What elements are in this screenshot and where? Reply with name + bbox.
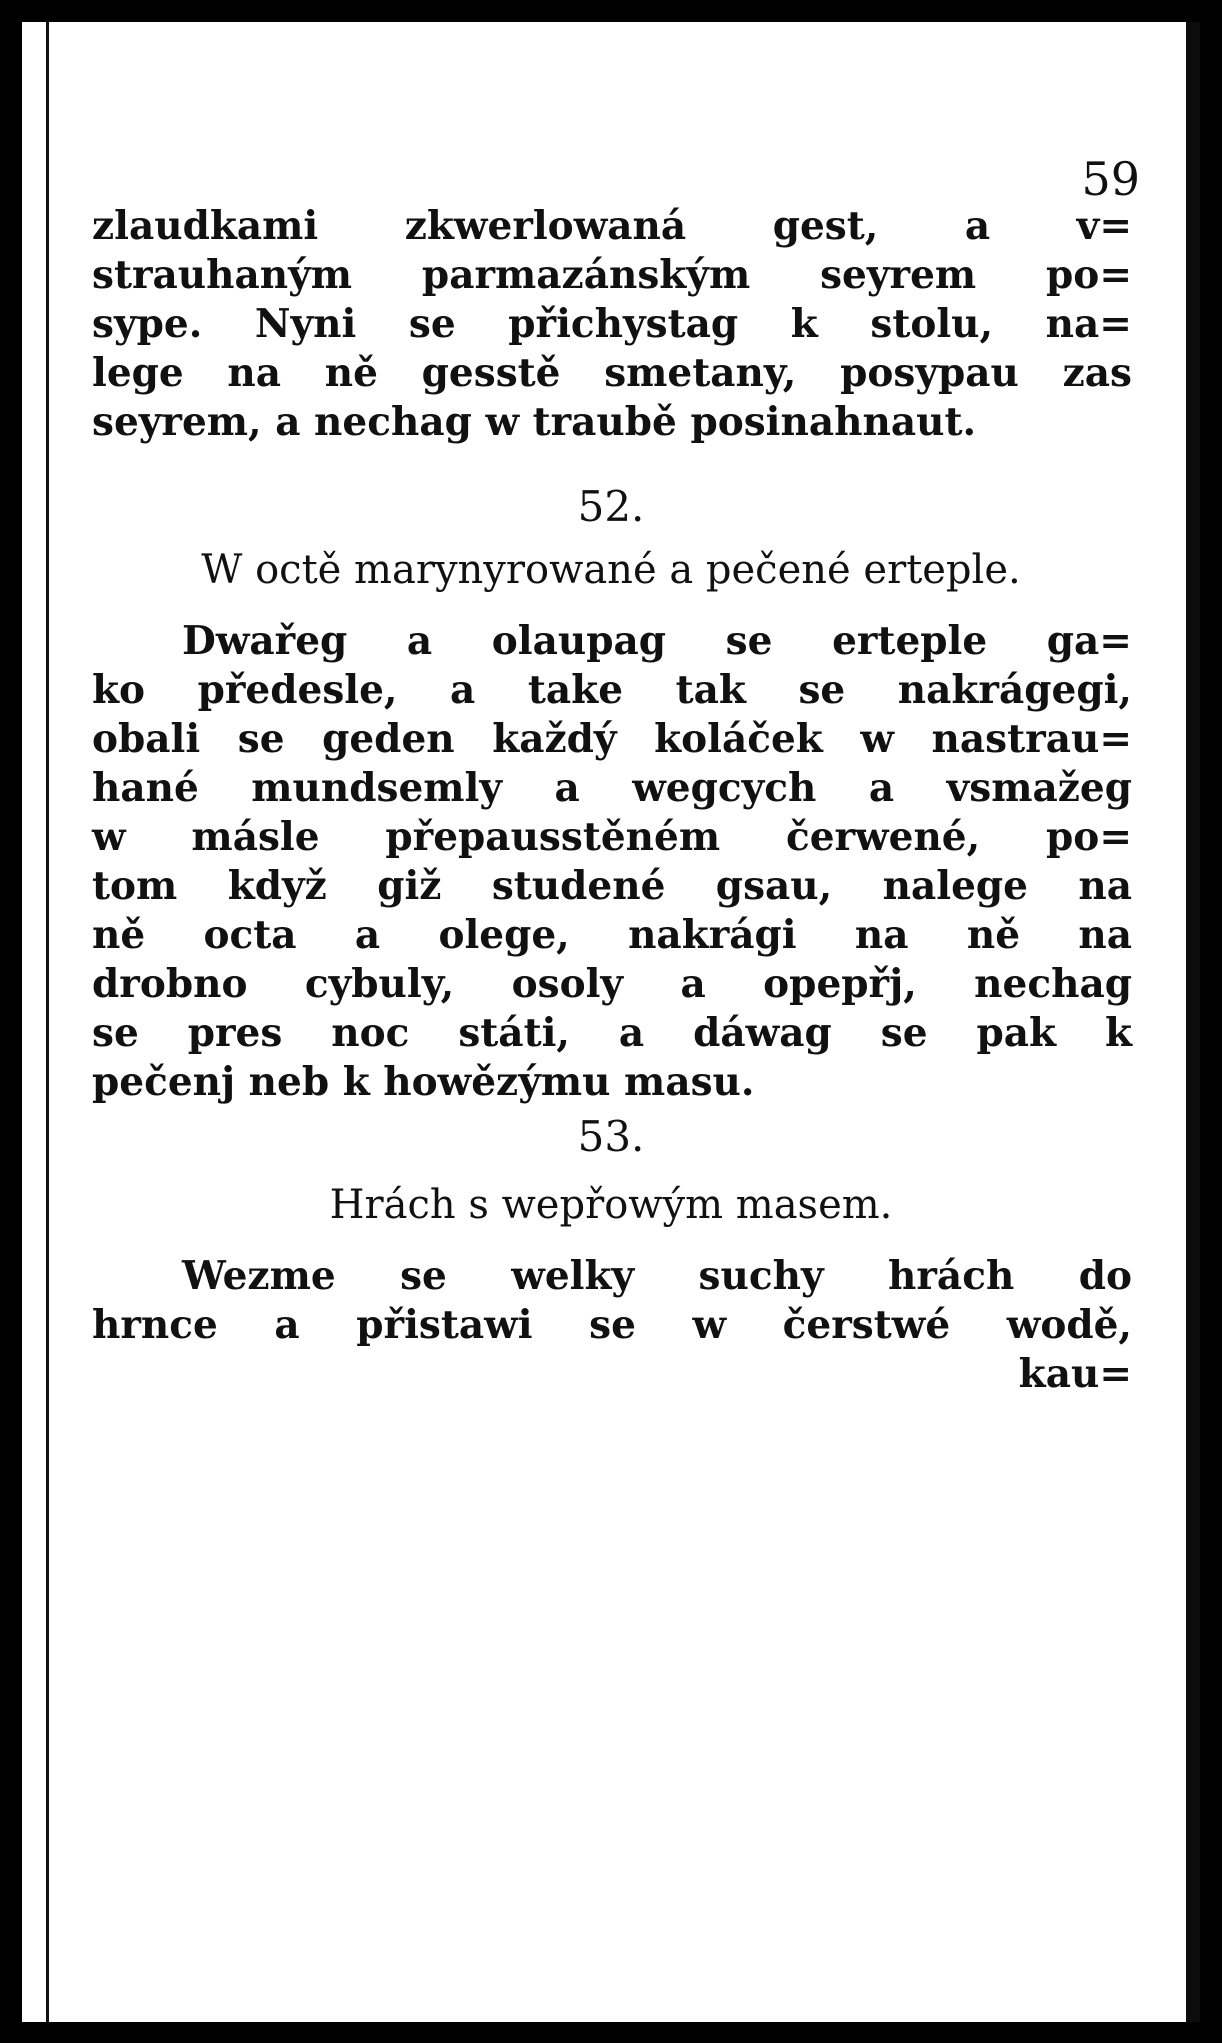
intro-paragraph xyxy=(92,202,1132,447)
page-number: 59 xyxy=(1081,152,1140,206)
text-line: lege na ně gesstě smetany, posypau zas xyxy=(92,350,1132,396)
text-line: obali se geden každý koláček w nastrau= xyxy=(92,716,1132,762)
catchword: kau= xyxy=(1018,1351,1132,1397)
recipe-title: W octě marynyrowané a pečené erteple. xyxy=(201,547,1021,593)
recipe-number: 52. xyxy=(577,482,645,531)
text-line: se pres noc státi, a dáwag se pak k xyxy=(92,1010,1132,1056)
book-page xyxy=(22,22,1200,2022)
text-line: hané mundsemly a wegcych a vsmažeg xyxy=(92,765,1132,811)
text-line: Dwařeg a olaupag se erteple ga= xyxy=(182,618,1132,664)
text-line: hrnce a přistawi se w čerstwé wodě, xyxy=(92,1302,1132,1348)
page-edge-shadow xyxy=(1186,22,1200,2022)
recipe-paragraph xyxy=(92,617,1132,1107)
text-line: tom když giž studené gsau, nalege na xyxy=(92,863,1132,909)
text-line: strauhaným parmazánským seyrem po= xyxy=(92,252,1132,298)
text-line: seyrem, a nechag w traubě posinahnaut. xyxy=(92,399,977,445)
text-line: pečenj neb k howězýmu masu. xyxy=(92,1059,755,1105)
spine-line xyxy=(46,22,49,2022)
text-line: ně octa a olege, nakrági na ně na xyxy=(92,912,1132,958)
recipe-title: Hrách s wepřowým masem. xyxy=(329,1182,893,1228)
text-line: Wezme se welky suchy hrách do xyxy=(182,1253,1132,1299)
recipe-paragraph xyxy=(92,1252,1132,1399)
text-line: drobno cybuly, osoly a opepřj, nechag xyxy=(92,961,1132,1007)
text-line: w másle přepausstěném čerwené, po= xyxy=(92,814,1132,860)
text-line: ko předesle, a take tak se nakrágegi, xyxy=(92,667,1132,713)
text-line: zlaudkami zkwerlowaná gest, a v= xyxy=(92,203,1132,249)
text-line: sype. Nyni se přichystag k stolu, na= xyxy=(92,301,1132,347)
recipe-number: 53. xyxy=(577,1112,645,1161)
